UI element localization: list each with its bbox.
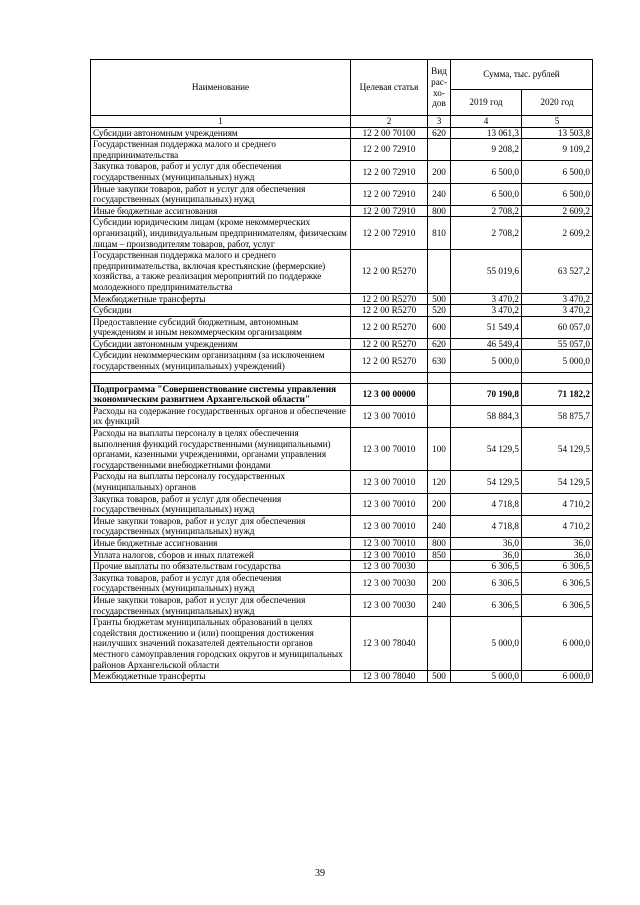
row-amount-2019: 13 061,3 — [451, 127, 522, 139]
row-name: Государственная поддержка малого и среднего предпринимательства, включая крестьянские (фермерские) хозяйства, а также реализация мероприятий по поддержке молодежного предпринимательства — [91, 250, 351, 293]
row-name: Закупка товаров, работ и услуг для обеспечения государственных (муниципальных) нужд — [91, 161, 351, 183]
table-row — [91, 350, 593, 372]
row-amount-2019: 2 708,2 — [451, 205, 522, 217]
row-amount-2019: 70 190,8 — [451, 383, 522, 405]
row-name: Закупка товаров, работ и услуг для обеспечения государственных (муниципальных) нужд — [91, 493, 351, 515]
row-name: Прочие выплаты по обязательствам государства — [91, 561, 351, 573]
row-amount-2019: 3 470,2 — [451, 293, 522, 305]
row-amount-2019: 58 884,3 — [451, 405, 522, 427]
table-row — [91, 293, 593, 305]
row-amount-2020: 3 470,2 — [522, 305, 593, 317]
row-expense-type: 810 — [428, 217, 451, 250]
row-name: Иные закупки товаров, работ и услуг для обеспечения государственных (муниципальных) нужд — [91, 515, 351, 537]
row-expense-type: 800 — [428, 537, 451, 549]
row-expense-type: 620 — [428, 338, 451, 350]
row-expense-type: 800 — [428, 205, 451, 217]
row-expense-type: 850 — [428, 549, 451, 561]
row-amount-2020: 4 710,2 — [522, 515, 593, 537]
table-row — [91, 428, 593, 471]
table-row — [91, 183, 593, 205]
table-row — [91, 372, 593, 383]
row-target-code: 12 3 00 70010 — [351, 471, 428, 493]
row-amount-2020: 6 500,0 — [522, 161, 593, 183]
row-expense-type: 500 — [428, 293, 451, 305]
row-name: Субсидии автономным учреждениям — [91, 127, 351, 139]
row-name: Гранты бюджетам муниципальных образований в целях содействия достижению и (или) поощрения достижения наилучших значений показателей деятельности органов местного самоуправления городских округов и муниципальных районов Архангельской области — [91, 617, 351, 671]
row-target-code: 12 2 00 72910 — [351, 161, 428, 183]
row-expense-type: 240 — [428, 594, 451, 616]
row-amount-2020: 6 000,0 — [522, 617, 593, 671]
table-row — [91, 250, 593, 293]
row-amount-2019: 5 000,0 — [451, 350, 522, 372]
row-target-code: 12 3 00 70030 — [351, 561, 428, 573]
column-number-row — [91, 116, 593, 128]
row-amount-2020: 6 500,0 — [522, 183, 593, 205]
row-amount-2019: 36,0 — [451, 549, 522, 561]
row-name: Предоставление субсидий бюджетным, автономным учреждениям и иным некоммерческим организациям — [91, 316, 351, 338]
page-number: 39 — [315, 868, 325, 879]
row-amount-2019: 6 306,5 — [451, 561, 522, 573]
row-name: Иные бюджетные ассигнования — [91, 205, 351, 217]
row-name: Межбюджетные трансферты — [91, 671, 351, 683]
table-row — [91, 537, 593, 549]
row-amount-2019: 36,0 — [451, 537, 522, 549]
header-code: Целевая статья — [351, 60, 428, 116]
row-expense-type — [428, 405, 451, 427]
header-expense-type: Вид рас-хо-дов — [428, 60, 451, 116]
row-amount-2020: 58 875,7 — [522, 405, 593, 427]
table-row — [91, 471, 593, 493]
row-target-code: 12 3 00 70010 — [351, 549, 428, 561]
row-expense-type: 600 — [428, 316, 451, 338]
row-target-code: 12 2 00 72910 — [351, 217, 428, 250]
table-row — [91, 161, 593, 183]
row-expense-type — [428, 250, 451, 293]
row-amount-2019: 6 306,5 — [451, 572, 522, 594]
row-amount-2019: 6 500,0 — [451, 161, 522, 183]
row-amount-2020: 54 129,5 — [522, 471, 593, 493]
table-row — [91, 405, 593, 427]
row-expense-type: 240 — [428, 515, 451, 537]
row-amount-2019: 54 129,5 — [451, 471, 522, 493]
row-target-code — [351, 372, 428, 383]
row-name: Расходы на выплаты персоналу государственных (муниципальных) органов — [91, 471, 351, 493]
row-amount-2020: 2 609,2 — [522, 217, 593, 250]
row-amount-2019 — [451, 372, 522, 383]
row-amount-2019: 4 718,8 — [451, 493, 522, 515]
row-name: Расходы на выплаты персоналу в целях обеспечения выполнения функций государственными (муниципальными) органами, казенными учреждениями, органами управления государственными внебюджетными фондами — [91, 428, 351, 471]
row-target-code: 12 2 00 R5270 — [351, 350, 428, 372]
table-row — [91, 127, 593, 139]
row-target-code: 12 2 00 72910 — [351, 139, 428, 161]
row-target-code: 12 2 00 70100 — [351, 127, 428, 139]
table-row — [91, 493, 593, 515]
row-target-code: 12 3 00 70030 — [351, 594, 428, 616]
row-expense-type: 240 — [428, 183, 451, 205]
table-row — [91, 139, 593, 161]
row-target-code: 12 3 00 70010 — [351, 537, 428, 549]
row-name: Иные бюджетные ассигнования — [91, 537, 351, 549]
row-name: Субсидии некоммерческим организациям (за исключением государственных (муниципальных) учреждений) — [91, 350, 351, 372]
table-row — [91, 305, 593, 317]
row-name: Межбюджетные трансферты — [91, 293, 351, 305]
row-amount-2020: 9 109,2 — [522, 139, 593, 161]
column-number: 5 — [522, 116, 593, 128]
table-row — [91, 671, 593, 683]
row-expense-type — [428, 372, 451, 383]
row-expense-type: 120 — [428, 471, 451, 493]
header-name: Наименование — [91, 60, 351, 116]
row-expense-type: 520 — [428, 305, 451, 317]
table-row — [91, 561, 593, 573]
row-amount-2020: 2 609,2 — [522, 205, 593, 217]
budget-table — [90, 59, 593, 683]
column-number: 1 — [91, 116, 351, 128]
row-amount-2020: 60 057,0 — [522, 316, 593, 338]
row-expense-type: 200 — [428, 572, 451, 594]
row-amount-2020: 3 470,2 — [522, 293, 593, 305]
row-amount-2019: 51 549,4 — [451, 316, 522, 338]
row-target-code: 12 2 00 R5270 — [351, 338, 428, 350]
row-amount-2019: 2 708,2 — [451, 217, 522, 250]
row-expense-type: 630 — [428, 350, 451, 372]
row-target-code: 12 2 00 72910 — [351, 183, 428, 205]
row-target-code: 12 3 00 78040 — [351, 671, 428, 683]
row-amount-2020: 55 057,0 — [522, 338, 593, 350]
row-amount-2020: 36,0 — [522, 549, 593, 561]
row-target-code: 12 3 00 70010 — [351, 493, 428, 515]
row-amount-2019: 55 019,6 — [451, 250, 522, 293]
row-name: Закупка товаров, работ и услуг для обеспечения государственных (муниципальных) нужд — [91, 572, 351, 594]
table-row — [91, 217, 593, 250]
row-target-code: 12 3 00 70010 — [351, 405, 428, 427]
row-name: Уплата налогов, сборов и иных платежей — [91, 549, 351, 561]
row-amount-2020: 36,0 — [522, 537, 593, 549]
row-expense-type: 200 — [428, 493, 451, 515]
table-row — [91, 594, 593, 616]
row-target-code: 12 2 00 R5270 — [351, 250, 428, 293]
row-amount-2019: 9 208,2 — [451, 139, 522, 161]
row-amount-2020: 54 129,5 — [522, 428, 593, 471]
row-target-code: 12 3 00 70010 — [351, 515, 428, 537]
table-row — [91, 572, 593, 594]
row-amount-2020: 6 306,5 — [522, 594, 593, 616]
row-expense-type — [428, 617, 451, 671]
row-target-code: 12 2 00 R5270 — [351, 293, 428, 305]
row-amount-2019: 5 000,0 — [451, 617, 522, 671]
row-amount-2020: 5 000,0 — [522, 350, 593, 372]
row-name: Иные закупки товаров, работ и услуг для обеспечения государственных (муниципальных) нужд — [91, 183, 351, 205]
row-name: Субсидии — [91, 305, 351, 317]
row-amount-2020: 63 527,2 — [522, 250, 593, 293]
row-name: Государственная поддержка малого и среднего предпринимательства — [91, 139, 351, 161]
row-amount-2019: 4 718,8 — [451, 515, 522, 537]
table-row — [91, 549, 593, 561]
row-amount-2019: 3 470,2 — [451, 305, 522, 317]
header-sum: Сумма, тыс. рублей — [451, 60, 593, 90]
column-number: 3 — [428, 116, 451, 128]
row-name: Расходы на содержание государственных органов и обеспечение их функций — [91, 405, 351, 427]
row-expense-type: 620 — [428, 127, 451, 139]
row-name — [91, 372, 351, 383]
row-name: Субсидии юридическим лицам (кроме некоммерческих организаций), индивидуальным предпринимателям, физическим лицам – производителям товаров, работ, услуг — [91, 217, 351, 250]
row-amount-2019: 6 306,5 — [451, 594, 522, 616]
row-amount-2020: 71 182,2 — [522, 383, 593, 405]
row-name: Иные закупки товаров, работ и услуг для обеспечения государственных (муниципальных) нужд — [91, 594, 351, 616]
row-expense-type: 500 — [428, 671, 451, 683]
table-row — [91, 515, 593, 537]
row-amount-2019: 54 129,5 — [451, 428, 522, 471]
row-expense-type — [428, 383, 451, 405]
row-expense-type: 100 — [428, 428, 451, 471]
row-expense-type — [428, 139, 451, 161]
column-number: 2 — [351, 116, 428, 128]
row-target-code: 12 2 00 R5270 — [351, 316, 428, 338]
row-amount-2020: 6 000,0 — [522, 671, 593, 683]
table-row — [91, 617, 593, 671]
table-row — [91, 338, 593, 350]
row-amount-2019: 6 500,0 — [451, 183, 522, 205]
header-year-2019: 2019 год — [451, 90, 522, 116]
row-amount-2020: 4 710,2 — [522, 493, 593, 515]
header-year-2020: 2020 год — [522, 90, 593, 116]
column-number: 4 — [451, 116, 522, 128]
row-amount-2020: 6 306,5 — [522, 572, 593, 594]
row-amount-2019: 46 549,4 — [451, 338, 522, 350]
row-target-code: 12 3 00 70030 — [351, 572, 428, 594]
table-row — [91, 316, 593, 338]
row-target-code: 12 2 00 72910 — [351, 205, 428, 217]
table-row — [91, 205, 593, 217]
row-expense-type: 200 — [428, 161, 451, 183]
row-name: Подпрограмма "Совершенствование системы управления экономическим развитием Архангельской области" — [91, 383, 351, 405]
row-amount-2019: 5 000,0 — [451, 671, 522, 683]
row-target-code: 12 2 00 R5270 — [351, 305, 428, 317]
row-expense-type — [428, 561, 451, 573]
table-row — [91, 383, 593, 405]
row-target-code: 12 3 00 70010 — [351, 428, 428, 471]
table-body — [91, 127, 593, 682]
row-target-code: 12 3 00 00000 — [351, 383, 428, 405]
row-amount-2020 — [522, 372, 593, 383]
row-amount-2020: 6 306,5 — [522, 561, 593, 573]
row-target-code: 12 3 00 78040 — [351, 617, 428, 671]
table-header — [91, 60, 593, 128]
row-name: Субсидии автономным учреждениям — [91, 338, 351, 350]
row-amount-2020: 13 503,8 — [522, 127, 593, 139]
